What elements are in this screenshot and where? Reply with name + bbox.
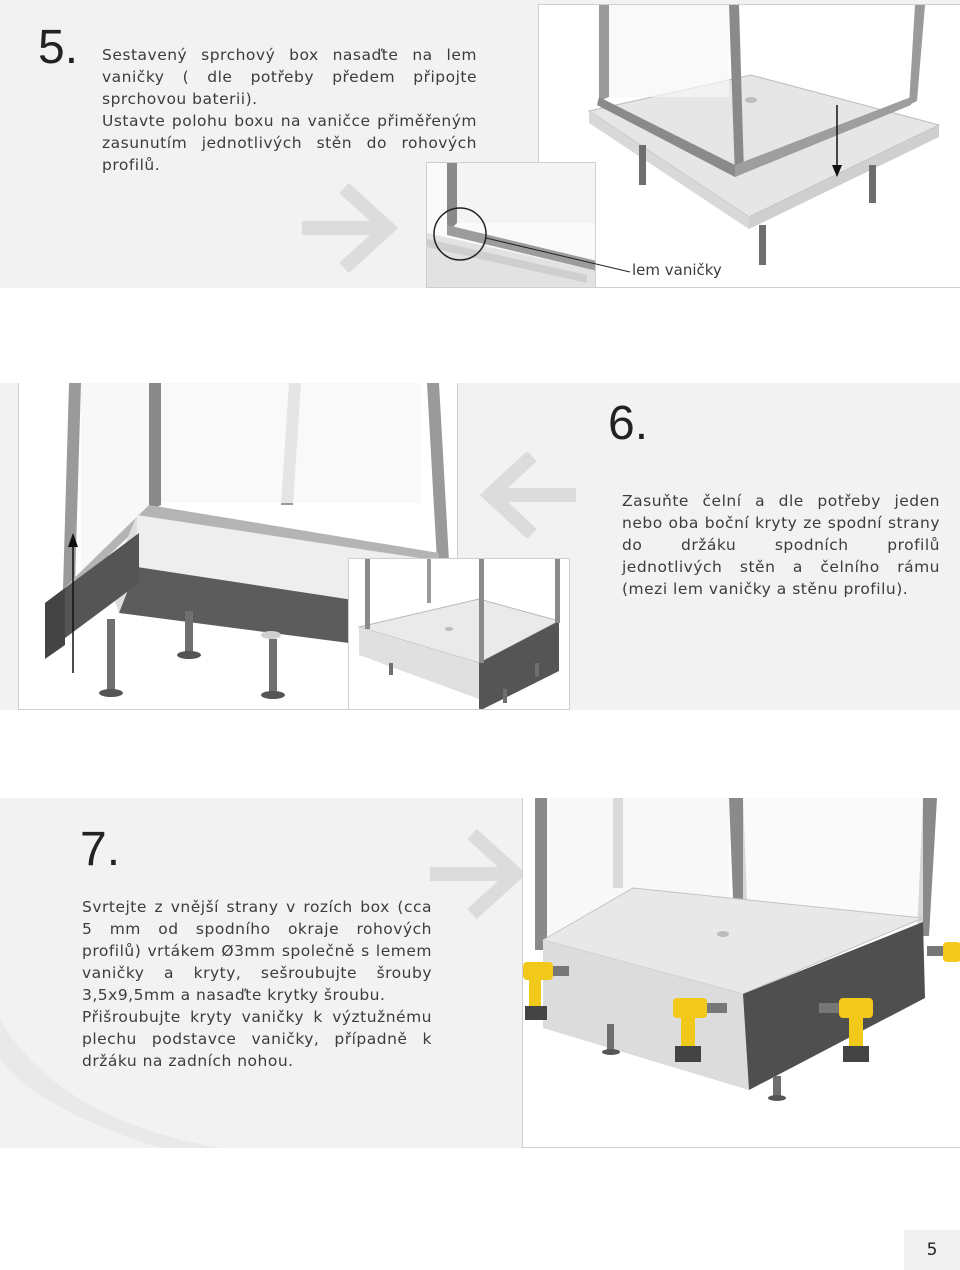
step7-paragraph-2: Přišroubujte kryty vaničky k výztužnému plechu podstavce vaničky, případně k držáku na zadních nohou. [82,1008,432,1070]
step7-text [82,896,432,1072]
step6-number: 6. [608,397,649,450]
arrow-right-icon [292,182,402,274]
arrow-left-icon [476,452,582,538]
page-number: 5 [904,1230,960,1270]
step5-callout: lem vaničky [632,261,722,279]
step6-paragraph-1: Zasuňte čelní a dle potřeby jeden nebo oba boční kryty ze spodní strany do držáku spodních profilů jednotlivých stěn a čelního rámu (mezi lem vaničky a stěnu profilu). [622,492,940,598]
step7-number: 7. [80,823,121,876]
step7-paragraph-1: Svrtejte z vnější strany v rozích box (cca 5 mm od spodního okraje rohových profilů) vrtákem Ø3mm společně s lemem vaničky a kryty, sešroubujte šrouby 3,5x9,5mm a nasaďte krytky šroubu. [82,898,432,1004]
step6-text [622,490,940,600]
step7-illustration [522,798,960,1148]
magnifier-circle [432,206,642,278]
step5-number: 5. [38,21,79,74]
step5-text [102,44,477,176]
step6-inset [348,558,570,710]
arrow-right-icon [420,828,530,920]
step5-paragraph-2: Ustavte polohu boxu na vaničce přiměřeným zasunutím jednotlivých stěn do rohových profilů. [102,112,477,174]
step5-paragraph-1: Sestavený sprchový box nasaďte na lem vaničky ( dle potřeby předem připojte sprchovou baterii). [102,46,477,108]
